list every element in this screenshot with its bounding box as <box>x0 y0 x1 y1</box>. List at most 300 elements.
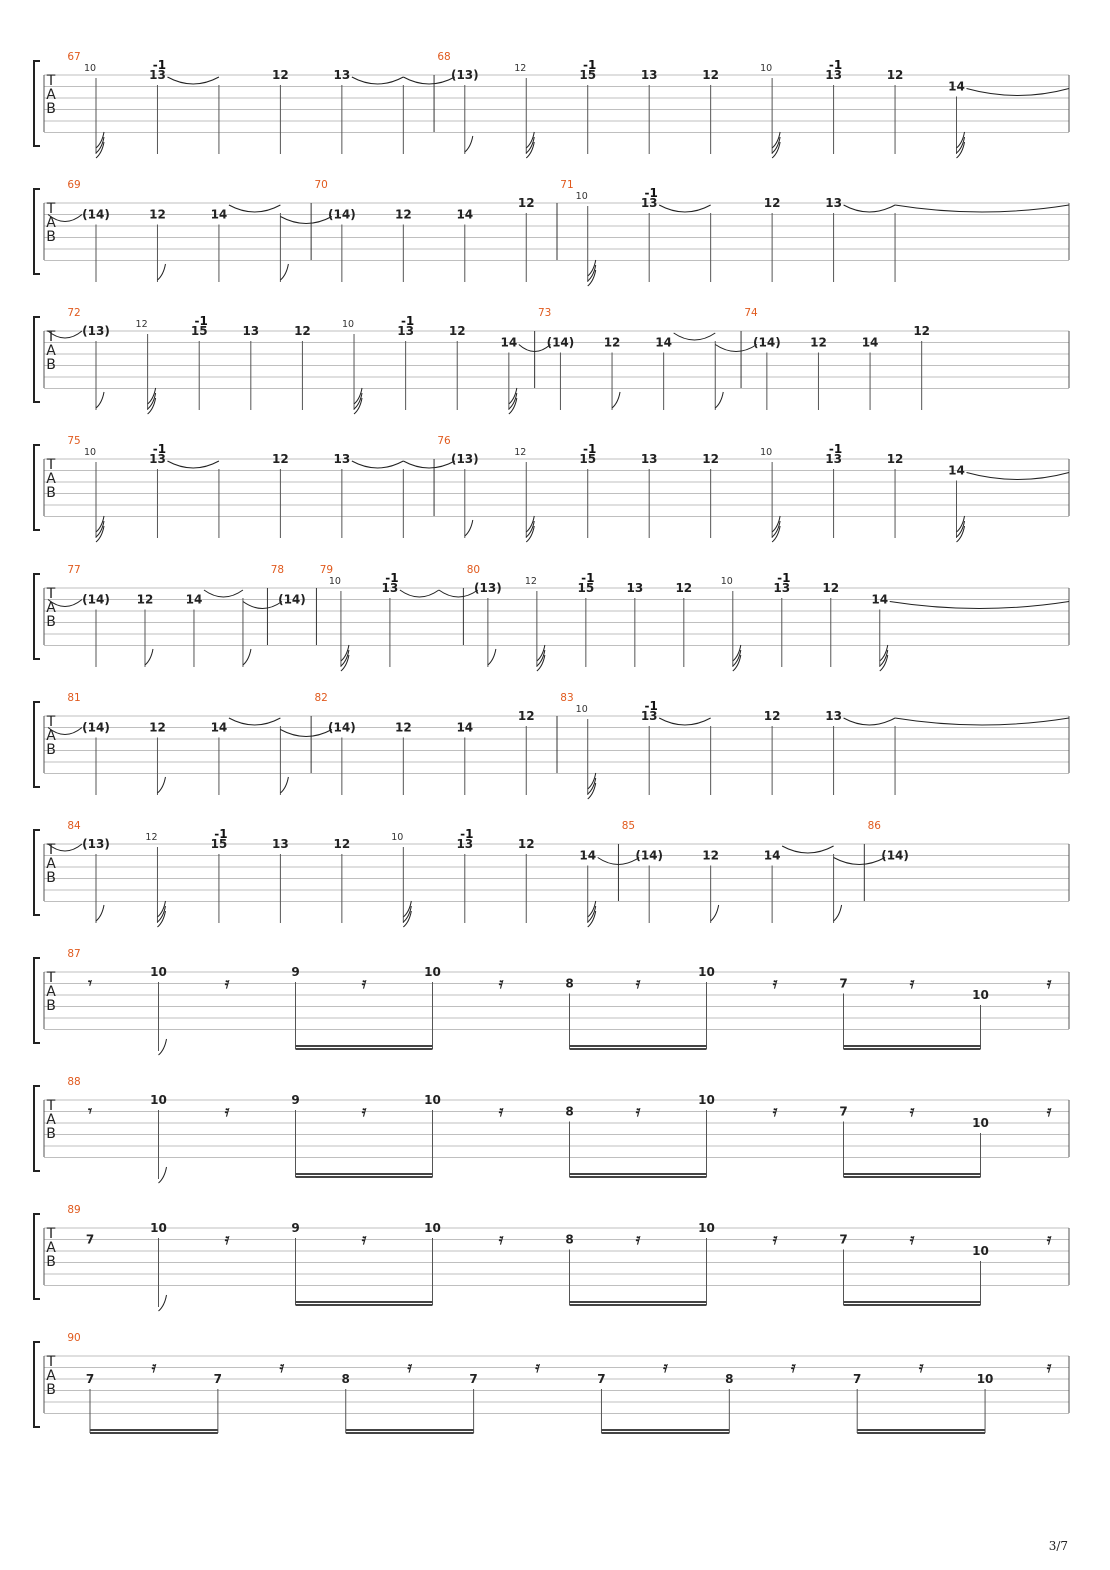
tie-arc <box>782 846 833 853</box>
fret-number: 12 <box>603 335 621 350</box>
fret-number: 7 <box>597 1372 606 1386</box>
fret-number: 8 <box>565 1232 574 1247</box>
fret-number: 12 <box>822 581 840 595</box>
system-bracket <box>34 189 40 274</box>
note-flag <box>957 521 965 537</box>
fret-number: (14) <box>546 335 575 350</box>
tab-clef-letter: T <box>46 329 56 345</box>
grace-note-fret: 10 <box>575 191 588 202</box>
rest-symbol: 𝄿 <box>635 1102 641 1120</box>
fret-number: 14 <box>861 335 879 350</box>
note-flag <box>880 650 888 666</box>
tab-clef-letter: B <box>46 357 56 373</box>
note-flag <box>148 398 156 414</box>
fret-number: (14) <box>278 592 306 607</box>
note-flag <box>341 650 349 666</box>
fret-number: 13 <box>825 452 842 466</box>
rest-symbol: 𝄿 <box>535 1358 540 1376</box>
fret-number: (13) <box>474 581 502 595</box>
fret-number: 12 <box>136 592 154 607</box>
measure-number: 88 <box>67 1076 81 1088</box>
system-bracket <box>34 445 40 530</box>
tab-system <box>34 307 1069 414</box>
tie-arc <box>659 718 710 725</box>
note-flag <box>509 393 517 409</box>
tab-clef-letter: A <box>46 87 56 103</box>
tab-system <box>34 564 1069 671</box>
fret-number: 10 <box>698 1221 715 1235</box>
tab-system <box>34 51 1069 158</box>
measure-number: 80 <box>466 564 481 576</box>
tab-clef-letter: B <box>46 742 56 758</box>
fret-number: 12 <box>149 720 166 735</box>
note-flag <box>465 136 473 152</box>
fret-number: 14 <box>210 720 228 735</box>
fret-number: 12 <box>702 848 720 863</box>
fret-number: 14 <box>655 335 672 350</box>
fret-number: (13) <box>82 837 110 851</box>
fret-number: 10 <box>698 965 715 979</box>
rest-symbol: 𝄿 <box>407 1358 412 1376</box>
note-flag <box>526 137 534 153</box>
note-flag <box>341 655 349 671</box>
grace-note-fret: 12 <box>524 576 537 587</box>
measure-number: 74 <box>744 307 758 319</box>
rest-symbol: 𝄿 <box>279 1358 285 1376</box>
fret-number: 13 <box>381 581 399 595</box>
tab-system <box>34 820 1069 927</box>
rest-symbol: 𝄿 <box>361 1230 367 1248</box>
rest-symbol: 𝄿 <box>772 974 778 992</box>
rest-symbol: 𝄿 <box>224 1230 230 1248</box>
measure-number: 76 <box>437 435 451 447</box>
note-flag <box>509 398 517 414</box>
grace-note-fret: 12 <box>514 447 527 458</box>
note-flag <box>733 655 741 671</box>
fret-number: 10 <box>972 1116 989 1130</box>
bend-marking: -1 <box>152 58 167 72</box>
fret-number: 15 <box>579 68 597 82</box>
bend-marking: -1 <box>581 571 595 585</box>
tab-clef-letter: A <box>46 471 56 487</box>
tie-arc <box>895 718 1069 725</box>
tab-system <box>34 948 1069 1055</box>
note-flag <box>772 142 780 158</box>
fret-number: 9 <box>291 965 300 979</box>
tie-arc <box>352 461 403 468</box>
fret-number: 8 <box>725 1372 734 1386</box>
fret-number: 13 <box>149 452 166 466</box>
fret-number: 8 <box>565 976 574 991</box>
rest-symbol: 𝄿 <box>151 1358 157 1376</box>
tab-clef-letter: B <box>46 1126 56 1142</box>
fret-number: 10 <box>150 1221 167 1235</box>
fret-number: 12 <box>675 581 693 595</box>
fret-number: 7 <box>839 1104 848 1119</box>
note-flag <box>772 521 780 537</box>
tab-clef-letter: A <box>46 728 56 744</box>
bend-marking: -1 <box>828 442 843 456</box>
system-bracket <box>34 574 40 659</box>
measure-number: 70 <box>314 179 328 191</box>
fret-number: 15 <box>579 452 597 466</box>
note-flag <box>159 1039 167 1055</box>
tab-clef-letter: B <box>46 614 56 630</box>
tab-clef-letter: T <box>46 1098 56 1114</box>
fret-number: (14) <box>82 207 110 222</box>
fret-number: 14 <box>948 79 965 94</box>
measure-number: 68 <box>437 51 451 63</box>
measure-number: 69 <box>67 179 81 191</box>
tab-clef-letter: A <box>46 1368 56 1384</box>
grace-note-fret: 10 <box>760 63 773 74</box>
tab-clef-letter: B <box>46 229 56 245</box>
rest-symbol: 𝄿 <box>635 974 641 992</box>
fret-number: 12 <box>333 837 351 851</box>
note-flag <box>733 650 741 666</box>
note-flag <box>157 777 165 793</box>
tie-arc <box>400 590 439 597</box>
system-bracket <box>34 830 40 915</box>
tab-system <box>34 692 1069 799</box>
measure-number: 78 <box>270 564 285 576</box>
fret-number: 7 <box>839 976 848 991</box>
tie-arc <box>890 602 1069 609</box>
system-bracket <box>34 317 40 402</box>
fret-number: 13 <box>773 581 791 595</box>
measure-number: 82 <box>314 692 328 704</box>
tab-clef-letter: B <box>46 485 56 501</box>
fret-number: 13 <box>825 196 842 210</box>
tab-clef-letter: B <box>46 998 56 1014</box>
fret-number: (13) <box>82 324 110 338</box>
grace-note-fret: 10 <box>341 319 355 330</box>
note-flag <box>96 526 104 542</box>
tab-system <box>34 1204 1069 1311</box>
tab-system <box>34 179 1069 286</box>
measure-number: 81 <box>67 692 81 704</box>
note-flag <box>96 905 104 921</box>
grace-note-fret: 10 <box>720 576 733 587</box>
note-flag <box>834 905 842 921</box>
fret-number: 7 <box>85 1372 95 1386</box>
bend-marking: -1 <box>194 314 208 328</box>
note-flag <box>526 142 534 158</box>
tab-clef-letter: T <box>46 457 56 473</box>
note-flag <box>96 142 104 158</box>
fret-number: 12 <box>294 324 311 338</box>
bend-marking: -1 <box>214 827 228 841</box>
fret-number: 10 <box>972 988 989 1002</box>
note-flag <box>526 521 534 537</box>
note-flag <box>612 392 620 408</box>
note-flag <box>537 655 545 671</box>
fret-number: 10 <box>976 1372 994 1386</box>
note-flag <box>588 783 596 799</box>
tie-arc <box>834 858 885 865</box>
note-flag <box>588 778 596 794</box>
tab-clef-letter: T <box>46 586 56 602</box>
tab-clef-letter: B <box>46 870 56 886</box>
fret-number: 10 <box>972 1244 989 1258</box>
fret-number: 12 <box>517 196 535 210</box>
note-flag <box>243 649 251 665</box>
measure-number: 90 <box>67 1332 81 1344</box>
rest-symbol: 𝄿 <box>790 1358 796 1376</box>
measure-number: 67 <box>67 51 81 63</box>
note-flag <box>145 649 153 665</box>
page-number: 3/7 <box>1048 1539 1068 1553</box>
fret-number: 12 <box>448 324 466 338</box>
grace-note-fret: 10 <box>83 447 97 458</box>
note-flag <box>465 520 473 536</box>
tie-arc <box>229 718 280 725</box>
fret-number: 15 <box>577 581 595 595</box>
fret-number: 12 <box>886 452 904 466</box>
rest-symbol: 𝄿 <box>361 974 367 992</box>
fret-number: (13) <box>450 452 479 466</box>
tie-arc <box>280 730 331 737</box>
tab-clef-letter: A <box>46 984 56 1000</box>
rest-symbol: 𝄿 <box>909 974 915 992</box>
measure-number: 89 <box>67 1204 81 1216</box>
tie-arc <box>229 205 280 212</box>
fret-number: 12 <box>810 335 827 350</box>
measure-number: 83 <box>560 692 574 704</box>
fret-number: 13 <box>272 837 289 851</box>
rest-symbol: 𝄿 <box>1046 1102 1052 1120</box>
fret-number: 13 <box>640 68 658 82</box>
note-flag <box>96 521 104 537</box>
grace-note-fret: 12 <box>135 319 148 330</box>
tie-arc <box>659 205 710 212</box>
tab-clef-letter: A <box>46 1240 56 1256</box>
rest-symbol: 𝄿 <box>361 1102 367 1120</box>
tab-clef-letter: T <box>46 73 56 89</box>
tie-arc <box>403 461 454 468</box>
tab-clef-letter: T <box>46 842 56 858</box>
tab-clef-letter: A <box>46 343 56 359</box>
measure-number: 73 <box>537 307 552 319</box>
fret-number: 13 <box>626 581 644 595</box>
fret-number: 9 <box>291 1093 300 1107</box>
tie-arc <box>895 205 1069 212</box>
fret-number: 8 <box>341 1372 350 1386</box>
fret-number: 9 <box>291 1221 300 1235</box>
fret-number: (14) <box>881 848 909 863</box>
rest-symbol: 𝄾 <box>88 974 92 992</box>
fret-number: 12 <box>517 709 535 723</box>
fret-number: (14) <box>82 592 110 607</box>
fret-number: 15 <box>190 324 208 338</box>
rest-symbol: 𝄿 <box>224 974 230 992</box>
fret-number: 13 <box>640 196 658 210</box>
fret-number: 12 <box>886 68 904 82</box>
grace-note-fret: 10 <box>328 576 341 587</box>
note-flag <box>588 906 596 922</box>
tie-arc <box>674 333 716 340</box>
note-flag <box>957 137 965 153</box>
rest-symbol: 𝄿 <box>1046 1358 1052 1376</box>
measure-number: 85 <box>621 820 636 832</box>
tab-clef-letter: A <box>46 215 56 231</box>
fret-number: 13 <box>825 709 842 723</box>
grace-note-fret: 10 <box>575 704 588 715</box>
fret-number: 13 <box>333 452 351 466</box>
rest-symbol: 𝄿 <box>909 1102 915 1120</box>
fret-number: 13 <box>825 68 842 82</box>
fret-number: 10 <box>424 1093 441 1107</box>
note-flag <box>772 137 780 153</box>
measure-number: 71 <box>560 179 574 191</box>
note-flag <box>588 265 596 281</box>
tab-clef-letter: T <box>46 1226 56 1242</box>
tie-arc <box>243 602 282 609</box>
note-flag <box>526 526 534 542</box>
fret-number: 14 <box>579 848 597 863</box>
bend-marking: -1 <box>583 442 597 456</box>
tie-arc <box>280 217 331 224</box>
bend-marking: -1 <box>385 571 399 585</box>
tie-arc <box>715 345 757 352</box>
note-flag <box>957 142 965 158</box>
tie-arc <box>967 89 1069 96</box>
note-flag <box>280 777 288 793</box>
measure-number: 87 <box>67 948 81 960</box>
fret-number: 10 <box>424 965 441 979</box>
measure-number: 86 <box>867 820 881 832</box>
fret-number: 10 <box>150 965 167 979</box>
fret-number: 12 <box>702 452 720 466</box>
note-flag <box>280 264 288 280</box>
tie-arc <box>167 77 218 84</box>
tie-arc <box>844 718 895 725</box>
rest-symbol: 𝄿 <box>224 1102 230 1120</box>
tie-arc <box>439 590 478 597</box>
fret-number: 13 <box>456 837 474 851</box>
fret-number: 14 <box>210 207 228 222</box>
measure-number: 84 <box>67 820 81 832</box>
rest-symbol: 𝄿 <box>772 1230 778 1248</box>
note-flag <box>488 649 496 665</box>
fret-number: 7 <box>469 1372 478 1386</box>
fret-number: 7 <box>839 1232 848 1247</box>
note-flag <box>957 526 965 542</box>
grace-note-fret: 10 <box>83 63 97 74</box>
grace-note-fret: 12 <box>145 832 158 843</box>
tab-system <box>34 1076 1069 1183</box>
note-flag <box>157 906 165 922</box>
bend-marking: -1 <box>644 186 658 200</box>
fret-number: 12 <box>517 837 535 851</box>
tab-clef-letter: A <box>46 600 56 616</box>
note-flag <box>403 911 411 927</box>
note-flag <box>159 1295 167 1311</box>
note-flag <box>880 655 888 671</box>
note-flag <box>148 393 156 409</box>
system-bracket <box>34 958 40 1043</box>
fret-number: 15 <box>210 837 228 851</box>
rest-symbol: 𝄿 <box>498 974 504 992</box>
fret-number: 13 <box>640 452 658 466</box>
fret-number: 12 <box>394 720 412 735</box>
tab-clef-letter: T <box>46 714 56 730</box>
fret-number: 13 <box>640 709 658 723</box>
fret-number: 14 <box>456 720 474 735</box>
tab-system <box>34 435 1069 542</box>
bend-marking: -1 <box>644 699 658 713</box>
fret-number: 12 <box>272 452 289 466</box>
tie-arc <box>352 77 403 84</box>
note-flag <box>588 911 596 927</box>
rest-symbol: 𝄿 <box>918 1358 924 1376</box>
fret-number: 7 <box>853 1372 862 1386</box>
bend-marking: -1 <box>152 442 167 456</box>
fret-number: 8 <box>565 1104 574 1119</box>
tab-system <box>34 1332 1069 1433</box>
fret-number: 13 <box>149 68 166 82</box>
tab-clef-letter: T <box>46 970 56 986</box>
tab-clef-letter: T <box>46 1354 56 1370</box>
fret-number: 12 <box>763 196 781 210</box>
tab-clef-letter: A <box>46 856 56 872</box>
tab-clef-letter: T <box>46 201 56 217</box>
rest-symbol: 𝄿 <box>772 1102 778 1120</box>
fret-number: (14) <box>635 848 664 863</box>
rest-symbol: 𝄿 <box>498 1230 504 1248</box>
fret-number: 12 <box>272 68 289 82</box>
system-bracket <box>34 1214 40 1299</box>
note-flag <box>157 264 165 280</box>
bend-marking: -1 <box>777 571 791 585</box>
fret-number: 12 <box>394 207 412 222</box>
tie-arc <box>967 473 1069 480</box>
tab-clef-letter: B <box>46 101 56 117</box>
fret-number: 10 <box>698 1093 715 1107</box>
note-flag <box>96 137 104 153</box>
fret-number: 14 <box>948 463 965 478</box>
note-flag <box>715 392 723 408</box>
fret-number: 14 <box>185 592 203 607</box>
system-bracket <box>34 61 40 146</box>
measure-number: 72 <box>67 307 81 319</box>
rest-symbol: 𝄿 <box>635 1230 641 1248</box>
fret-number: 12 <box>702 68 720 82</box>
note-flag <box>157 911 165 927</box>
bend-marking: -1 <box>460 827 474 841</box>
tie-arc <box>204 590 243 597</box>
note-flag <box>354 393 362 409</box>
fret-number: 13 <box>333 68 351 82</box>
system-bracket <box>34 1086 40 1171</box>
tab-clef-letter: B <box>46 1254 56 1270</box>
fret-number: (14) <box>328 720 356 735</box>
note-flag <box>354 398 362 414</box>
fret-number: 10 <box>424 1221 441 1235</box>
rest-symbol: 𝄿 <box>663 1358 668 1376</box>
bend-marking: -1 <box>583 58 597 72</box>
tie-arc <box>844 205 895 212</box>
note-flag <box>159 1167 167 1183</box>
fret-number: 12 <box>913 324 931 338</box>
rest-symbol: 𝄿 <box>1046 974 1052 992</box>
bend-marking: -1 <box>400 314 415 328</box>
fret-number: 12 <box>763 709 781 723</box>
rest-symbol: 𝄾 <box>88 1102 92 1120</box>
fret-number: 12 <box>149 207 166 222</box>
fret-number: (13) <box>450 68 479 82</box>
fret-number: (14) <box>82 720 110 735</box>
